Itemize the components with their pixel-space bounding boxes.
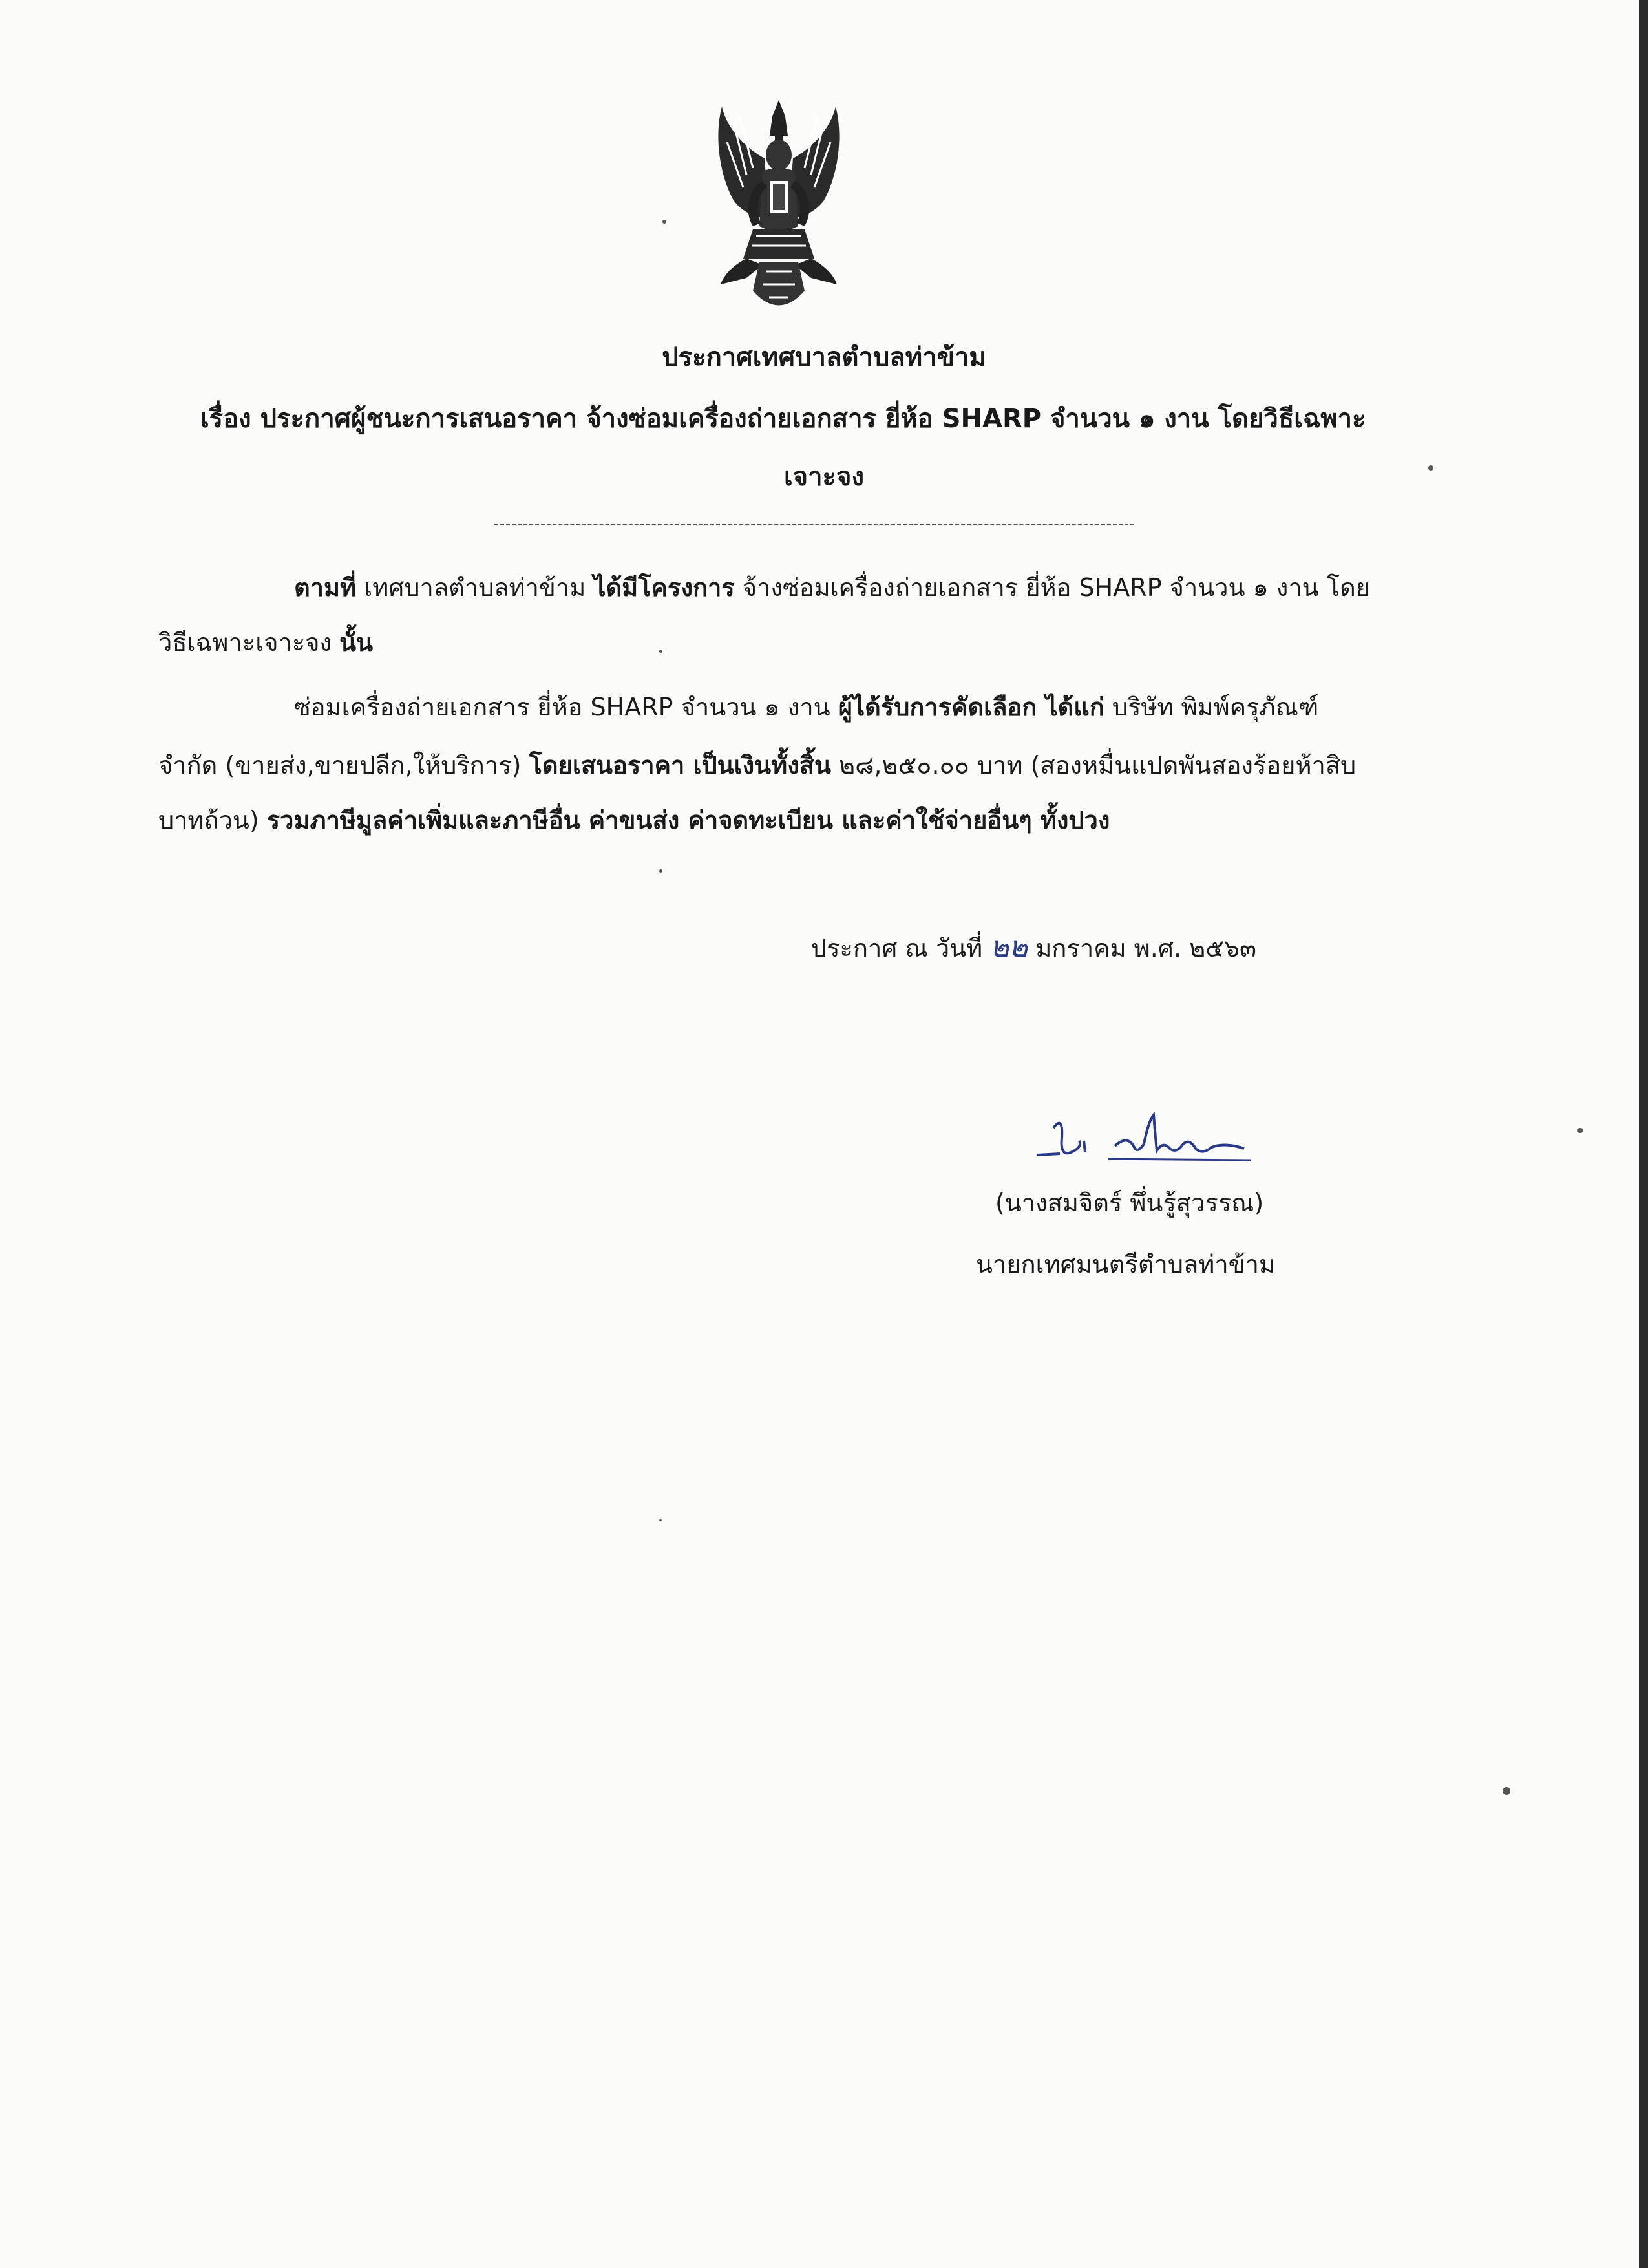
- text-segment: เทศบาลตำบลท่าข้าม: [356, 573, 594, 602]
- text-segment: ซ่อมเครื่องถ่ายเอกสาร ยี่ห้อ SHARP จำนวน ๑ งาน: [294, 693, 838, 721]
- scan-speck: [1503, 1787, 1510, 1795]
- text-segment: ผู้ได้รับการคัดเลือก ได้แก่: [838, 693, 1104, 721]
- scan-speck: [659, 869, 662, 873]
- text-segment: บริษัท พิมพ์ครุภัณฑ์: [1104, 693, 1319, 721]
- scan-speck: [1428, 465, 1433, 471]
- document-title: ประกาศเทศบาลตำบลท่าข้าม: [662, 343, 986, 372]
- text-segment: วิธีเฉพาะเจาะจง: [158, 628, 340, 657]
- text-segment: รวมภาษีมูลค่าเพิ่มและภาษีอื่น ค่าขนส่ง ค่าจดทะเบียน และค่าใช้จ่ายอื่นๆ ทั้งปวง: [266, 806, 1110, 834]
- text-segment: ๒๘,๒๕๐.๐๐ บาท (สองหมื่นแปดพันสองร้อยห้าสิบ: [830, 751, 1357, 779]
- separator-line: [494, 524, 1134, 525]
- date-prefix: ประกาศ ณ วันที่: [811, 934, 991, 962]
- text-segment: บาทถ้วน): [158, 806, 267, 834]
- date-month-year: มกราคม พ.ศ. ๒๕๖๓: [1028, 934, 1257, 962]
- text-segment: ตามที่: [294, 573, 357, 602]
- handwritten-signature: [1031, 1102, 1263, 1173]
- text-segment: โดยเสนอราคา เป็นเงินทั้งสิ้น: [529, 751, 831, 779]
- text-segment: จำกัด (ขายส่ง,ขายปลีก,ให้บริการ): [158, 751, 529, 779]
- paragraph-2-line-1: [294, 695, 1318, 719]
- subject-line-1: เรื่อง ประกาศผู้ชนะการเสนอราคา จ้างซ่อมเครื่องถ่ายเอกสาร ยี่ห้อ SHARP จำนวน ๑ งาน โดยวิธีเฉพาะ: [200, 404, 1366, 434]
- announcement-date: [811, 924, 1256, 970]
- paragraph-2-line-3: [158, 808, 1110, 832]
- scan-speck: [659, 1519, 662, 1521]
- signer-position: นายกเทศมนตรีตำบลท่าข้าม: [976, 1250, 1276, 1278]
- scan-speck: [662, 220, 666, 224]
- scan-speck: [1577, 1128, 1583, 1133]
- handwritten-day: ๒๒: [990, 931, 1028, 964]
- text-segment: ได้มีโครงการ: [593, 573, 735, 602]
- text-segment: นั้น: [339, 628, 374, 657]
- paragraph-2-line-2: [158, 753, 1356, 778]
- paragraph-1-line-2: [158, 630, 373, 655]
- signer-name: (นางสมจิตร์ พึ่นรู้สุวรรณ): [995, 1189, 1264, 1217]
- subject-line-2: เจาะจง: [783, 462, 865, 492]
- paragraph-1-line-1: [294, 575, 1370, 600]
- garuda-emblem-icon: [708, 97, 850, 326]
- scan-speck: [659, 650, 662, 653]
- text-segment: จ้างซ่อมเครื่องถ่ายเอกสาร ยี่ห้อ SHARP จำนวน ๑ งาน โดย: [734, 573, 1371, 602]
